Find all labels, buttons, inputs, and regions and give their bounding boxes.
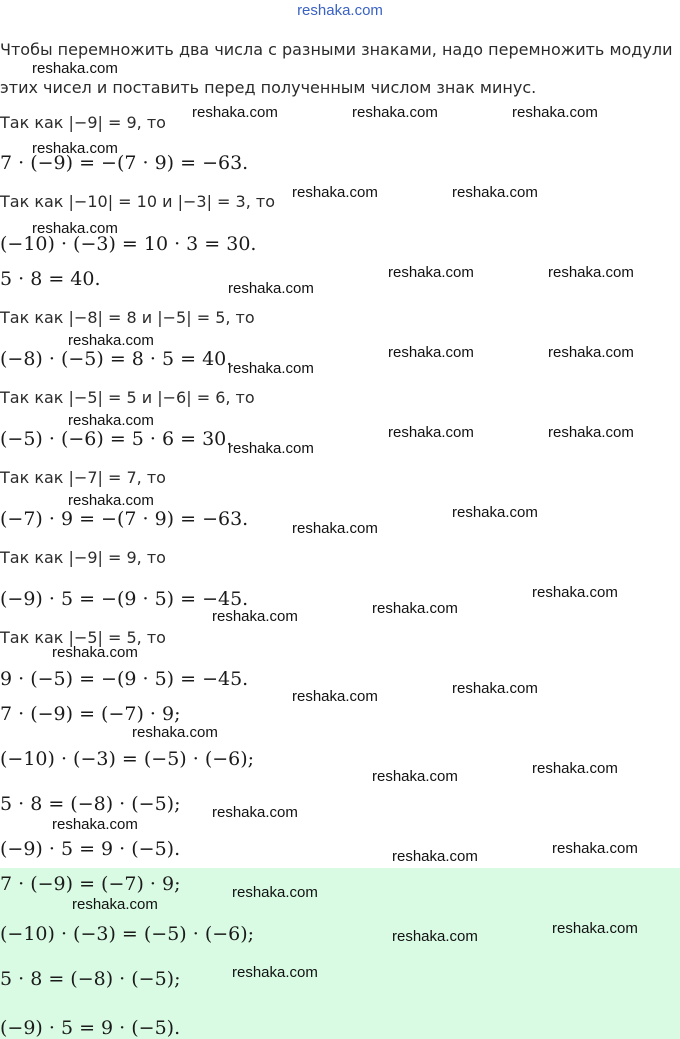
watermark: reshaka.com [232, 884, 318, 901]
watermark: reshaka.com [552, 840, 638, 857]
watermark: reshaka.com [452, 680, 538, 697]
watermark: reshaka.com [532, 760, 618, 777]
watermark: reshaka.com [392, 928, 478, 945]
solution-math-line: (−8) · (−5) = 8 · 5 = 40. [0, 348, 233, 370]
watermark: reshaka.com [68, 412, 154, 429]
watermark: reshaka.com [232, 964, 318, 981]
site-header-link[interactable]: reshaka.com [297, 2, 383, 19]
watermark: reshaka.com [292, 688, 378, 705]
watermark: reshaka.com [52, 816, 138, 833]
watermark: reshaka.com [372, 600, 458, 617]
solution-math-line: 9 · (−5) = −(9 · 5) = −45. [0, 668, 249, 690]
watermark: reshaka.com [68, 332, 154, 349]
solution-text-line: Так как |−7| = 7, то [0, 468, 166, 487]
watermark: reshaka.com [228, 280, 314, 297]
watermark: reshaka.com [388, 344, 474, 361]
solution-math-line: (−9) · 5 = −(9 · 5) = −45. [0, 588, 249, 610]
watermark: reshaka.com [552, 920, 638, 937]
intro-line-1: Чтобы перемножить два числа с разными знаками, надо перемножить модули [0, 40, 673, 59]
solution-math-line: (−9) · 5 = 9 · (−5). [0, 838, 181, 860]
watermark: reshaka.com [548, 264, 634, 281]
solution-math-line: 5 · 8 = 40. [0, 268, 101, 290]
watermark: reshaka.com [388, 264, 474, 281]
watermark: reshaka.com [52, 644, 138, 661]
watermark: reshaka.com [32, 220, 118, 237]
watermark: reshaka.com [192, 104, 278, 121]
solution-math-line: 7 · (−9) = −(7 · 9) = −63. [0, 152, 249, 174]
watermark: reshaka.com [212, 608, 298, 625]
solution-text-line: Так как |−8| = 8 и |−5| = 5, то [0, 308, 255, 327]
solution-text-line: Так как |−5| = 5 и |−6| = 6, то [0, 388, 255, 407]
solution-math-line: 7 · (−9) = (−7) · 9; [0, 703, 181, 725]
watermark: reshaka.com [452, 504, 538, 521]
solution-math-line: 5 · 8 = (−8) · (−5); [0, 793, 181, 815]
solution-text-line: Так как |−5| = 5, то [0, 628, 166, 647]
watermark: reshaka.com [548, 424, 634, 441]
watermark: reshaka.com [292, 184, 378, 201]
solution-text-line: Так как |−9| = 9, то [0, 113, 166, 132]
watermark: reshaka.com [388, 424, 474, 441]
watermark: reshaka.com [452, 184, 538, 201]
solution-math-line: (−10) · (−3) = (−5) · (−6); [0, 748, 255, 770]
watermark: reshaka.com [352, 104, 438, 121]
solution-math-line: (−7) · 9 = −(7 · 9) = −63. [0, 508, 249, 530]
solution-math-line: (−5) · (−6) = 5 · 6 = 30. [0, 428, 233, 450]
watermark: reshaka.com [548, 344, 634, 361]
solution-text-line: Так как |−10| = 10 и |−3| = 3, то [0, 192, 276, 211]
watermark: reshaka.com [392, 848, 478, 865]
watermark: reshaka.com [532, 584, 618, 601]
solution-math-line: (−10) · (−3) = 10 · 3 = 30. [0, 233, 257, 255]
watermark: reshaka.com [68, 492, 154, 509]
watermark: reshaka.com [292, 520, 378, 537]
watermark: reshaka.com [212, 804, 298, 821]
watermark: reshaka.com [72, 896, 158, 913]
answer-math-line: 7 · (−9) = (−7) · 9; [0, 873, 181, 895]
answer-math-line: 5 · 8 = (−8) · (−5); [0, 968, 181, 990]
watermark: reshaka.com [32, 140, 118, 157]
watermark: reshaka.com [132, 724, 218, 741]
watermark: reshaka.com [228, 440, 314, 457]
watermark: reshaka.com [372, 768, 458, 785]
solution-text-line: Так как |−9| = 9, то [0, 548, 166, 567]
answer-math-line: (−10) · (−3) = (−5) · (−6); [0, 923, 255, 945]
watermark: reshaka.com [512, 104, 598, 121]
answer-math-line: (−9) · 5 = 9 · (−5). [0, 1017, 181, 1039]
watermark: reshaka.com [32, 60, 118, 77]
watermark: reshaka.com [228, 360, 314, 377]
intro-line-2: этих чисел и поставить перед полученным числом знак минус. [0, 78, 537, 97]
